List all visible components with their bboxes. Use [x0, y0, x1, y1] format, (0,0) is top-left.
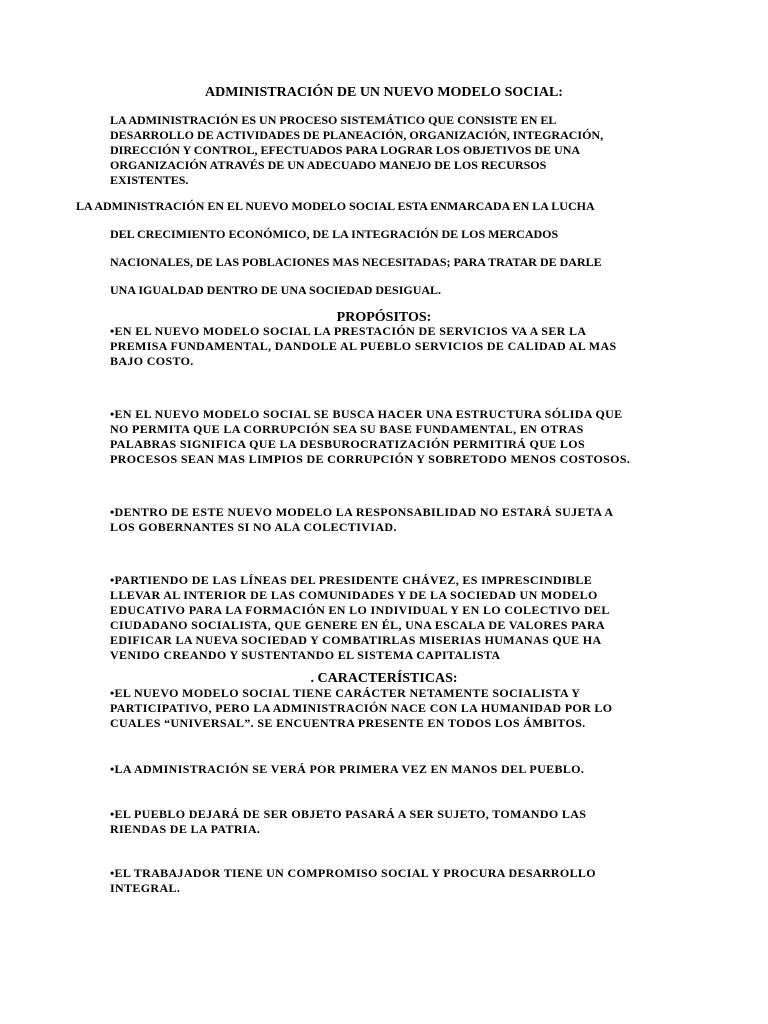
proposito-line: PROCESOS SEAN MAS LIMPIOS DE CORRUPCIÓN Y SOBRETODO MENOS COSTOSOS.	[110, 452, 631, 466]
caracteristica-item	[110, 686, 612, 731]
proposito-line: PREMISA FUNDAMENTAL, DANDOLE AL PUEBLO SERVICIOS DE CALIDAD AL MAS	[110, 339, 617, 353]
caracteristica-line: •LA ADMINISTRACIÓN SE VERÁ POR PRIMERA VEZ EN MANOS DEL PUEBLO.	[110, 762, 585, 776]
proposito-line: LLEVAR AL INTERIOR DE LAS COMUNIDADES Y DE LA SOCIEDAD UN MODELO	[110, 588, 598, 602]
proposito-line: •DENTRO DE ESTE NUEVO MODELO LA RESPONSABILIDAD NO ESTARÁ SUJETA A	[110, 505, 614, 519]
intro-line: DESARROLLO DE ACTIVIDADES DE PLANEACIÓN, ORGANIZACIÓN, INTEGRACIÓN,	[110, 128, 604, 142]
caracteristica-item	[110, 866, 596, 896]
caracteristica-item	[110, 807, 586, 837]
caracteristica-line: •EL TRABAJADOR TIENE UN COMPROMISO SOCIAL Y PROCURA DESARROLLO	[110, 866, 596, 880]
proposito-line: •EN EL NUEVO MODELO SOCIAL LA PRESTACIÓN DE SERVICIOS VA A SER LA	[110, 324, 587, 338]
context-line: LA ADMINISTRACIÓN EN EL NUEVO MODELO SOCIAL ESTA ENMARCADA EN LA LUCHA	[76, 199, 595, 213]
proposito-line: LOS GOBERNANTES SI NO ALA COLECTIVIAD.	[110, 520, 397, 534]
proposito-line: EDIFICAR LA NUEVA SOCIEDAD Y COMBATIRLAS MISERIAS HUMANAS QUE HA	[110, 633, 602, 647]
proposito-line: PALABRAS SIGNIFICA QUE LA DESBUROCRATIZACIÓN PERMITIRÁ QUE LOS	[110, 437, 585, 451]
intro-line: ORGANIZACIÓN ATRAVÉS DE UN ADECUADO MANEJO DE LOS RECURSOS	[110, 158, 547, 172]
context-line: NACIONALES, DE LAS POBLACIONES MAS NECESITADAS; PARA TRATAR DE DARLE	[110, 255, 602, 269]
proposito-line: •PARTIENDO DE LAS LÍNEAS DEL PRESIDENTE CHÁVEZ, ES IMPRESCINDIBLE	[110, 573, 593, 587]
context-line: DEL CRECIMIENTO ECONÓMICO, DE LA INTEGRACIÓN DE LOS MERCADOS	[110, 227, 559, 241]
proposito-item	[110, 505, 613, 535]
caracteristica-line: PARTICIPATIVO, PERO LA ADMINISTRACIÓN NACE CON LA HUMANIDAD POR LO	[110, 701, 613, 715]
proposito-item	[110, 324, 617, 369]
intro-line: LA ADMINISTRACIÓN ES UN PROCESO SISTEMÁTICO QUE CONSISTE EN EL	[110, 113, 557, 127]
proposito-line: BAJO COSTO.	[110, 354, 194, 368]
caracteristica-item	[110, 762, 584, 777]
caracteristicas-heading: . CARACTERÍSTICAS:	[310, 671, 458, 686]
proposito-item	[110, 573, 610, 663]
propositos-heading: PROPÓSITOS:	[336, 310, 432, 325]
caracteristica-line: INTEGRAL.	[110, 881, 181, 895]
proposito-line: VENIDO CREANDO Y SUSTENTANDO EL SISTEMA CAPITALISTA	[110, 648, 501, 662]
caracteristica-line: •EL NUEVO MODELO SOCIAL TIENE CARÁCTER NETAMENTE SOCIALISTA Y	[110, 686, 581, 700]
proposito-line: NO PERMITA QUE LA CORRUPCIÓN SEA SU BASE FUNDAMENTAL, EN OTRAS	[110, 422, 584, 436]
intro-line: DIRECCIÓN Y CONTROL, EFECTUADOS PARA LOGRAR LOS OBJETIVOS DE UNA	[110, 143, 581, 157]
intro-line: EXISTENTES.	[110, 173, 189, 187]
caracteristica-line: CUALES “UNIVERSAL”. SE ENCUENTRA PRESENTE EN TODOS LOS ÁMBITOS.	[110, 716, 586, 730]
proposito-line: •EN EL NUEVO MODELO SOCIAL SE BUSCA HACER UNA ESTRUCTURA SÓLIDA QUE	[110, 407, 623, 421]
document-title: ADMINISTRACIÓN DE UN NUEVO MODELO SOCIAL:	[205, 85, 563, 100]
proposito-line: CIUDADANO SOCIALISTA, QUE GENERE EN ÉL, UNA ESCALA DE VALORES PARA	[110, 618, 605, 632]
proposito-line: EDUCATIVO PARA LA FORMACIÓN EN LO INDIVIDUAL Y EN LO COLECTIVO DEL	[110, 603, 610, 617]
caracteristica-line: •EL PUEBLO DEJARÁ DE SER OBJETO PASARÁ A SER SUJETO, TOMANDO LAS	[110, 807, 587, 821]
context-line: UNA IGUALDAD DENTRO DE UNA SOCIEDAD DESIGUAL.	[110, 283, 442, 297]
intro-paragraph	[110, 113, 603, 188]
caracteristica-line: RIENDAS DE LA PATRIA.	[110, 822, 261, 836]
proposito-item	[110, 407, 630, 467]
